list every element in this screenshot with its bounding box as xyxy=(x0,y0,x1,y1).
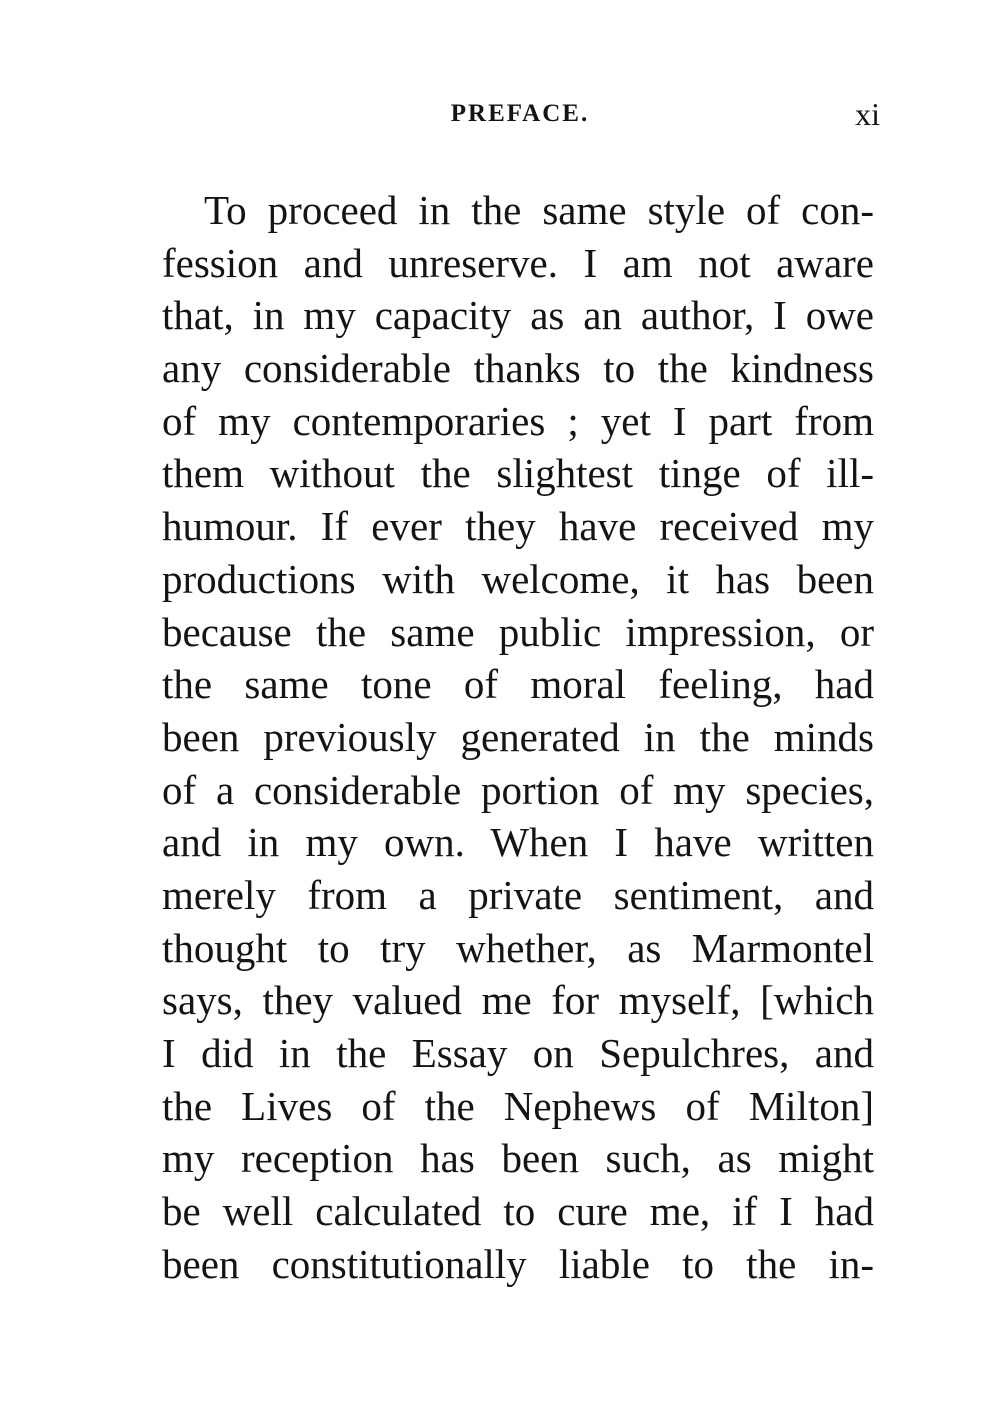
text-line: the same tone of moral feeling, had xyxy=(162,661,874,708)
text-line: my reception has been such, as might xyxy=(162,1135,874,1182)
text-line: says, they valued me for myself, [which xyxy=(162,977,874,1024)
text-line: To proceed in the same style of con- xyxy=(204,187,874,233)
text-line: fession and unreserve. I am not aware xyxy=(162,239,874,286)
text-line: merely from a private sentiment, and xyxy=(162,871,874,918)
text-line: and in my own. When I have written xyxy=(162,819,874,866)
text-line: thought to try whether, as Marmontel xyxy=(162,924,874,971)
text-line: the Lives of the Nephews of Milton] xyxy=(162,1082,874,1129)
text-line: be well calculated to cure me, if I had xyxy=(162,1188,874,1235)
text-line: productions with welcome, it has been xyxy=(162,555,874,602)
text-line: been constitutionally liable to the in- xyxy=(162,1240,874,1287)
running-title: PREFACE. xyxy=(450,100,590,127)
text-line: any considerable thanks to the kindness xyxy=(162,345,874,392)
text-line: of a considerable portion of my species, xyxy=(162,766,874,813)
text-line: because the same public impression, or xyxy=(162,608,874,655)
running-head xyxy=(160,96,880,140)
text-line: that, in my capacity as an author, I owe xyxy=(162,292,874,339)
body-text xyxy=(162,184,874,1290)
text-line: been previously generated in the minds xyxy=(162,713,874,760)
text-line: humour. If ever they have received my xyxy=(162,503,874,550)
text-line: of my contemporaries ; yet I part from xyxy=(162,397,874,444)
text-line: I did in the Essay on Sepulchres, and xyxy=(162,1030,874,1076)
page-number: xi xyxy=(855,96,880,132)
text-line: them without the slightest tinge of ill- xyxy=(162,450,874,497)
